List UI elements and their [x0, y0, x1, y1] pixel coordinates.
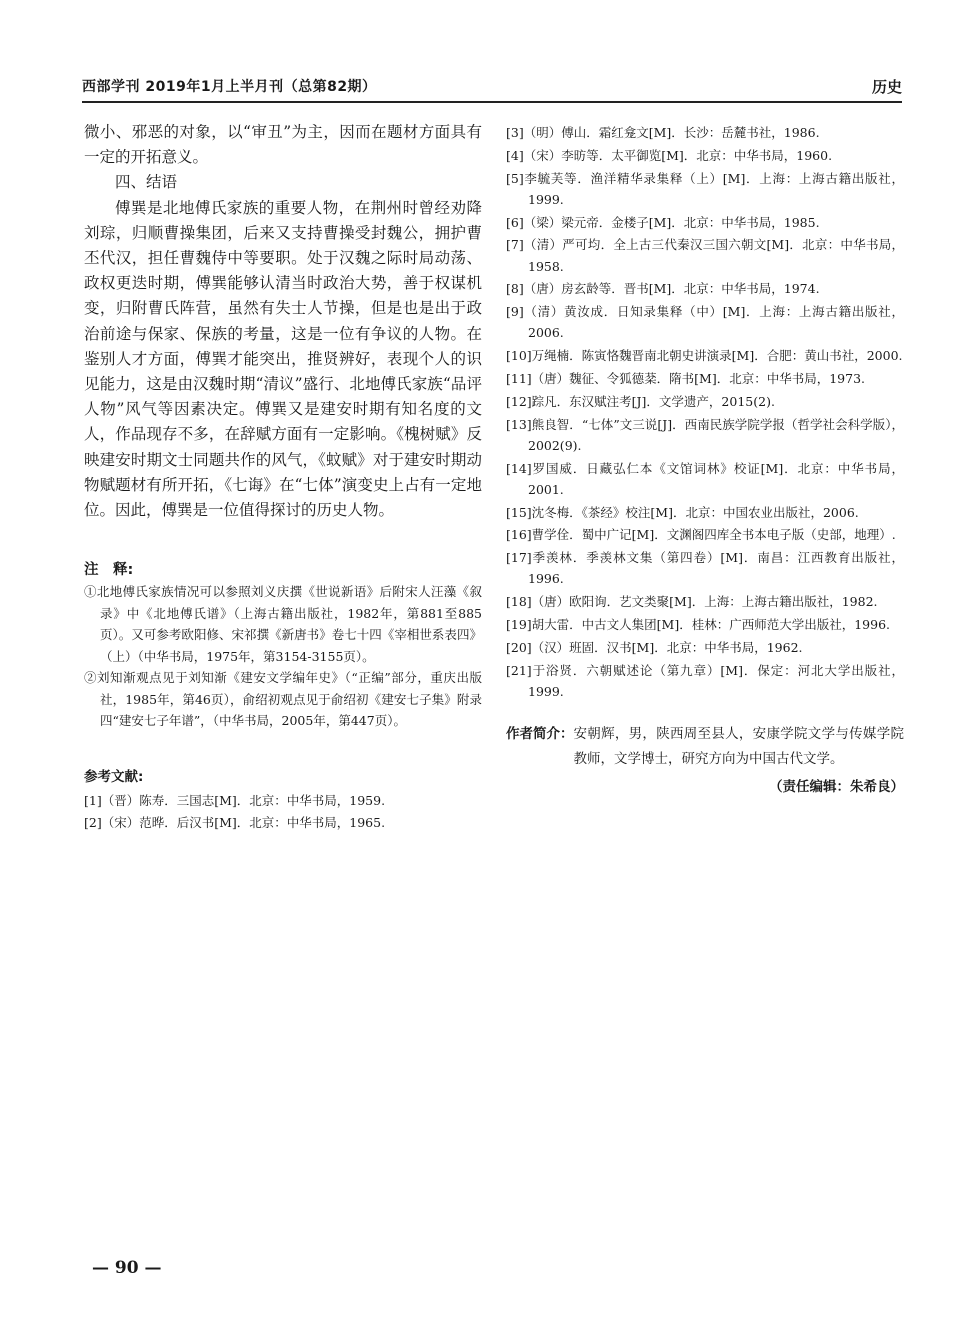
reference-item: [9]（清）黄汝成．日知录集释（中）[M]．上海：上海古籍出版社，2006. [506, 304, 904, 341]
reference-item: [8]（唐）房玄龄等．晋书[M]．北京：中华书局，1974. [506, 281, 820, 297]
author-bio-label: 作者简介： [506, 725, 574, 742]
right-column [506, 122, 904, 798]
reference-item: [3]（明）傅山．霜红龛文[M]．长沙：岳麓书社，1986. [506, 125, 820, 140]
reference-item: [1]（晋）陈寿．三国志[M]．北京：中华书局，1959. [84, 792, 386, 808]
references-title: 参考文献: [84, 768, 144, 785]
reference-item: [21]于浴贤．六朝赋述论（第九章）[M]．保定：河北大学出版社，1999. [506, 662, 904, 699]
page-number: — 90 — [92, 1258, 162, 1278]
author-bio [506, 722, 904, 772]
conclusion-paragraph: 傅巽是北地傅氏家族的重要人物，在荆州时曾经劝降刘琮，归顺曹操集团，后来又支持曹操受封魏公，拥护曹丕代汉，担任曹魏侍中等要职。处于汉魏之际时局动荡、政权更迭时期，傅巽能够认清当时政治大势，善于权谋机变，归附曹氏阵营，虽然有失士人节操，但是也是出于政治前途与保家、保族的考量，这是一位有争议的人物。在鉴别人才方面，傅巽才能突出，推贤辨好，表现个人的识见能力，这是由汉魏时期“清议”盛行、北地傅氏家族“品评人物”风气等因素决定。傅巽又是建安时期有知名度的文人，作品现存不多，在辞赋方面有一定影响。《槐树赋》反映建安时期文士同题共作的风气，《蚊赋》对于建安时期动物赋题材有所开拓，《七诲》在“七体”演变史上占有一定地位。因此，傅巽是一位值得探讨的历史人物。 [84, 198, 482, 520]
running-header [82, 76, 902, 104]
reference-item: [4]（宋）李昉等．太平御览[M]．北京：中华书局，1960. [506, 147, 833, 163]
journal-issue: 西部学刊 2019年1月上半月刊（总第82期） [82, 79, 377, 95]
reference-item: [20]（汉）班固．汉书[M]．北京：中华书局，1962. [506, 639, 803, 655]
reference-item: [11]（唐）魏征、令狐德棻．隋书[M]．北京：中华书局，1973. [506, 370, 865, 386]
reference-item: [10]万绳楠．陈寅恪魏晋南北朝史讲演录[M]．合肥：黄山书社，2000. [506, 348, 903, 364]
reference-item: [13]熊良智．“七体”文三说[J]．西南民族学院学报（哲学社会科学版），2002(9). [506, 416, 904, 453]
left-column [84, 120, 482, 834]
reference-item: [2]（宋）范晔．后汉书[M]．北京：中华书局，1965. [84, 814, 386, 830]
header-rule [82, 101, 902, 103]
responsible-editor: （责任编辑：朱希良） [769, 778, 904, 795]
reference-item: [5]李毓芙等．渔洋精华录集释（上）[M]．上海：上海古籍出版社，1999. [506, 170, 904, 207]
reference-item: [18]（唐）欧阳询．艺文类聚[M]．上海：上海古籍出版社，1982. [506, 594, 878, 610]
continued-paragraph: 微小、邪恶的对象，以“审丑”为主，因而在题材方面具有一定的开拓意义。 [84, 123, 482, 167]
note-item: ①北地傅氏家族情况可以参照刘义庆撰《世说新语》后附宋人汪藻《叙录》中《北地傅氏谱》（上海古籍出版社，1982年，第881至885页）。又可参考欧阳修、宋祁撰《新唐书》卷七十四《宰相世系表四》（上）（中华书局，1975年，第3154-3155页）。 [84, 584, 482, 664]
note-item: ②刘知渐观点见于刘知渐《建安文学编年史》（“正编”部分，重庆出版社，1985年，第46页），俞绍初观点见于俞绍初《建安七子集》附录四“建安七子年谱”，（中华书局，2005年，第447页）。 [84, 670, 482, 729]
reference-item: [12]踪凡．东汉赋注考[J]．文学遗产，2015(2). [506, 393, 775, 409]
notes-title: 注 释: [84, 562, 134, 579]
section-label: 历史 [871, 78, 902, 96]
reference-item: [17]季羡林．季羡林文集（第四卷）[M]．南昌：江西教育出版社，1996. [506, 550, 904, 587]
section-heading: 四、结语 [115, 173, 178, 192]
reference-item: [7]（清）严可均．全上古三代秦汉三国六朝文[M]．北京：中华书局，1958. [506, 237, 904, 274]
author-bio-text: 安朝辉，男，陕西周至县人，安康学院文学与传媒学院教师，文学博士，研究方向为中国古代文学。 [573, 725, 904, 767]
reference-item: [16]曹学佺．蜀中广记[M]．文渊阁四库全书本电子版（史部，地理）. [506, 527, 896, 543]
reference-item: [19]胡大雷．中古文人集团[M]．桂林：广西师范大学出版社，1996. [506, 616, 890, 632]
reference-item: [14]罗国威．日藏弘仁本《文馆词林》校证[M]．北京：中华书局，2001. [506, 460, 904, 497]
reference-item: [6]（梁）梁元帝．金楼子[M]．北京：中华书局，1985. [506, 214, 820, 230]
reference-item: [15]沈冬梅．《茶经》校注[M]．北京：中国农业出版社，2006. [506, 504, 859, 520]
